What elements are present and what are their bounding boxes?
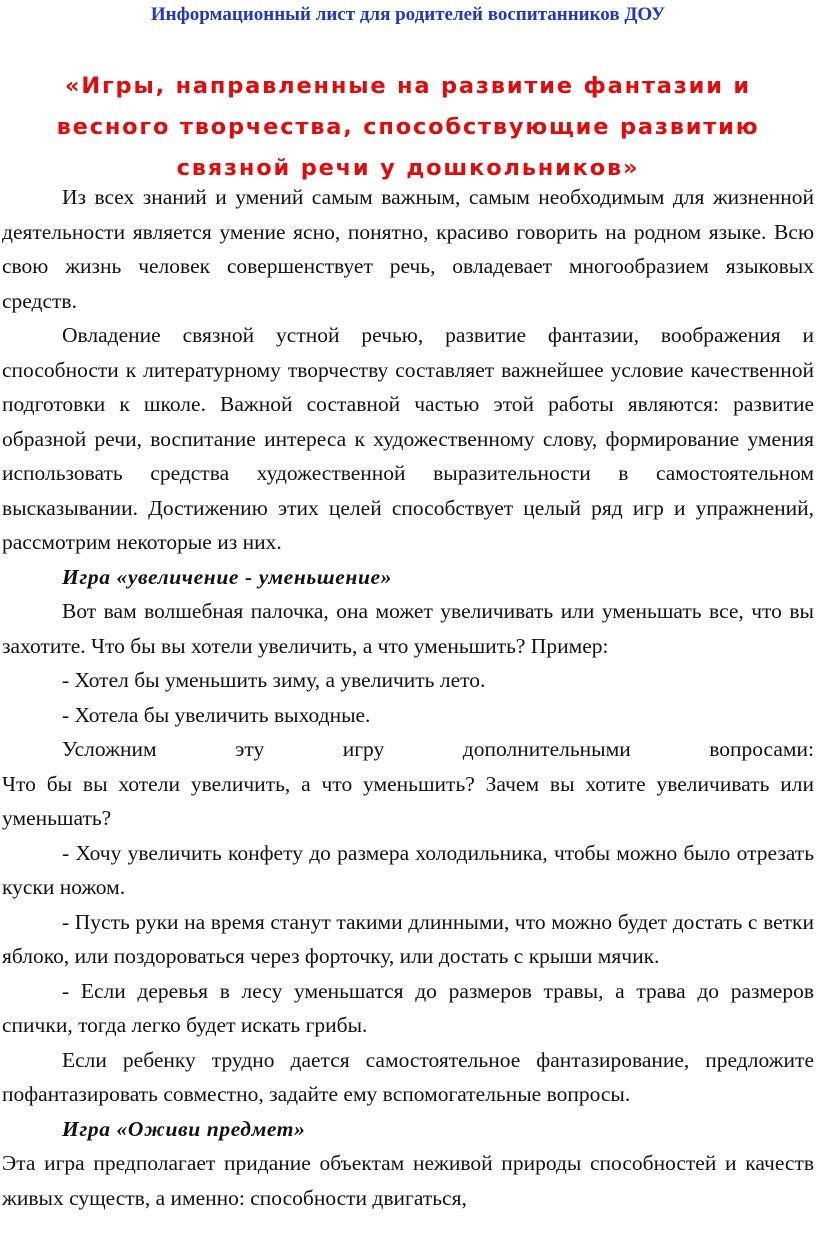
title-line-1: «Игры, направленные на развитие фантазии и xyxy=(65,73,751,99)
paragraph-animate-description: Эта игра предполагает придание объектам неживой природы способностей и качеств живых существ, а именно: способности двигаться, xyxy=(2,1151,814,1210)
paragraph-questions: Что бы вы хотели увеличить, а что уменьшить? Зачем вы хотите увеличивать или уменьшать? xyxy=(2,771,814,830)
paragraph-example-3: - Хочу увеличить конфету до размера холодильника, чтобы можно было отрезать куски ножом. xyxy=(2,840,814,899)
document-body xyxy=(2,180,814,1215)
game-title-increase-decrease: Игра «увеличение - уменьшение» xyxy=(62,564,393,589)
paragraph-intro: Из всех знаний и умений самым важным, самым необходимым для жизненной деятельности является умение ясно, понятно, красиво говорить на родном языке. Всю свою жизнь человек совершенствует речь, овладевает многообразием языковых средств. xyxy=(2,185,814,313)
title-line-3: связной речи у дошкольников» xyxy=(176,155,640,181)
paragraph-complicate: Усложним эту игру дополнительными вопросами: xyxy=(62,737,814,761)
paragraph-speech-development: Овладение связной устной речью, развитие фантазии, воображения и способности к литературному творчеству составляет важнейшее условие качественной подготовки к школе. Важной составной частью этой работы являются: развитие образной речи, воспитание интереса к художественному слову, формирование умения использовать средства художественной выразительности в самостоятельном высказывании. Достижению этих целей способствует целый ряд игр и упражнений, рассмотрим некоторые из них. xyxy=(2,323,814,554)
paragraph-example-2: - Хотела бы увеличить выходные. xyxy=(62,702,371,727)
document-header: Информационный лист для родителей воспитанников ДОУ xyxy=(150,4,666,25)
paragraph-example-1: - Хотел бы уменьшить зиму, а увеличить лето. xyxy=(62,668,486,692)
game-title-animate-object: Игра «Оживи предмет» xyxy=(62,1116,306,1141)
paragraph-example-4: - Пусть руки на время станут такими длинными, что можно будет достать с ветки яблоко, или поздороваться через форточку, или достать с крыши мячик. xyxy=(2,909,814,968)
title-line-2: весного творчества, способствующие развитию xyxy=(56,114,760,140)
paragraph-example-5: - Если деревья в лесу уменьшатся до размеров травы, а трава до размеров спички, тогда легко будет искать грибы. xyxy=(2,978,814,1037)
paragraph-magic-wand: Вот вам волшебная палочка, она может увеличивать или уменьшать все, что вы захотите. Что бы вы хотели увеличить, а что уменьшить? Пример: xyxy=(2,599,814,658)
document-title xyxy=(0,66,816,189)
paragraph-advice: Если ребенку трудно дается самостоятельное фантазирование, предложите пофантазировать совместно, задайте ему вспомогательные вопросы. xyxy=(2,1047,814,1106)
